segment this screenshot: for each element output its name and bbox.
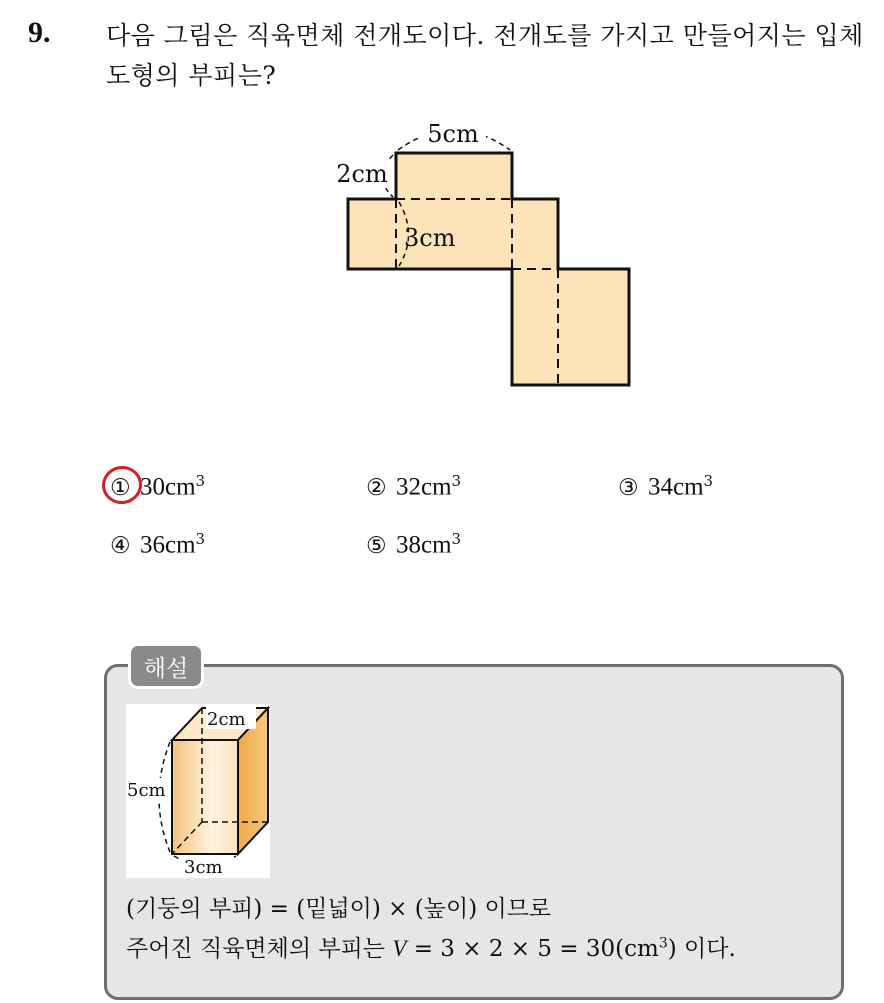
choice-2[interactable] [366,472,461,502]
question-line-1: 다음 그림은 직육면체 전개도이다. 전개도를 가지고 만들어지는 입체 [106,21,864,50]
label-2cm: 2cm [336,160,388,188]
choice-5-exp: 3 [451,530,462,548]
question-line-2: 도형의 부피는? [106,61,277,90]
formula-equals: = [262,896,297,922]
choice-5-value: 38cm [396,531,452,559]
formula-volume: (기둥의 부피) [126,896,263,922]
choice-2-mark: ② [366,474,387,501]
choice-1[interactable] [110,472,205,502]
choice-1-mark: ① [110,474,131,501]
cuboid-svg [126,704,270,878]
cuboid-label-width: 3cm [184,857,223,878]
cuboid-illustration [126,704,270,878]
result-variable: V [392,936,407,961]
choice-1-exp: 3 [195,472,206,490]
choice-3-mark: ③ [618,474,639,501]
formula-end: 이므로 [477,896,552,922]
explanation-line-1 [126,890,551,923]
choice-2-exp: 3 [451,472,462,490]
formula-height: (높이) [414,896,478,922]
result-prefix: 주어진 직육면체의 부피는 [126,936,393,962]
choice-5[interactable] [366,530,461,560]
cuboid-front-face [172,740,238,854]
formula-times: × [380,896,415,922]
cuboid-label-height: 5cm [127,780,166,801]
choice-5-mark: ⑤ [366,532,387,559]
explanation-tab: 해설 [128,643,204,689]
result-end: ) 이다. [667,936,736,962]
result-calc: = 3 × 2 × 5 = 30(cm [406,936,659,962]
choice-4-mark: ④ [110,532,131,559]
result-exp: 3 [658,935,668,952]
choice-1-value: 30cm [140,473,196,501]
cuboid-label-depth: 2cm [207,709,246,730]
choice-2-value: 32cm [396,473,452,501]
choice-4-value: 36cm [140,531,196,559]
choice-4[interactable] [110,530,205,560]
net-diagram [0,0,884,420]
choice-3-value: 34cm [648,473,704,501]
question-number: 9. [28,16,51,49]
choice-3-exp: 3 [703,472,714,490]
label-5cm: 5cm [427,120,479,148]
explanation-line-2 [126,930,736,963]
choice-4-exp: 3 [195,530,206,548]
formula-base-area: (밑넓이) [296,896,381,922]
choice-3[interactable] [618,472,713,502]
label-3cm: 3cm [404,224,456,252]
